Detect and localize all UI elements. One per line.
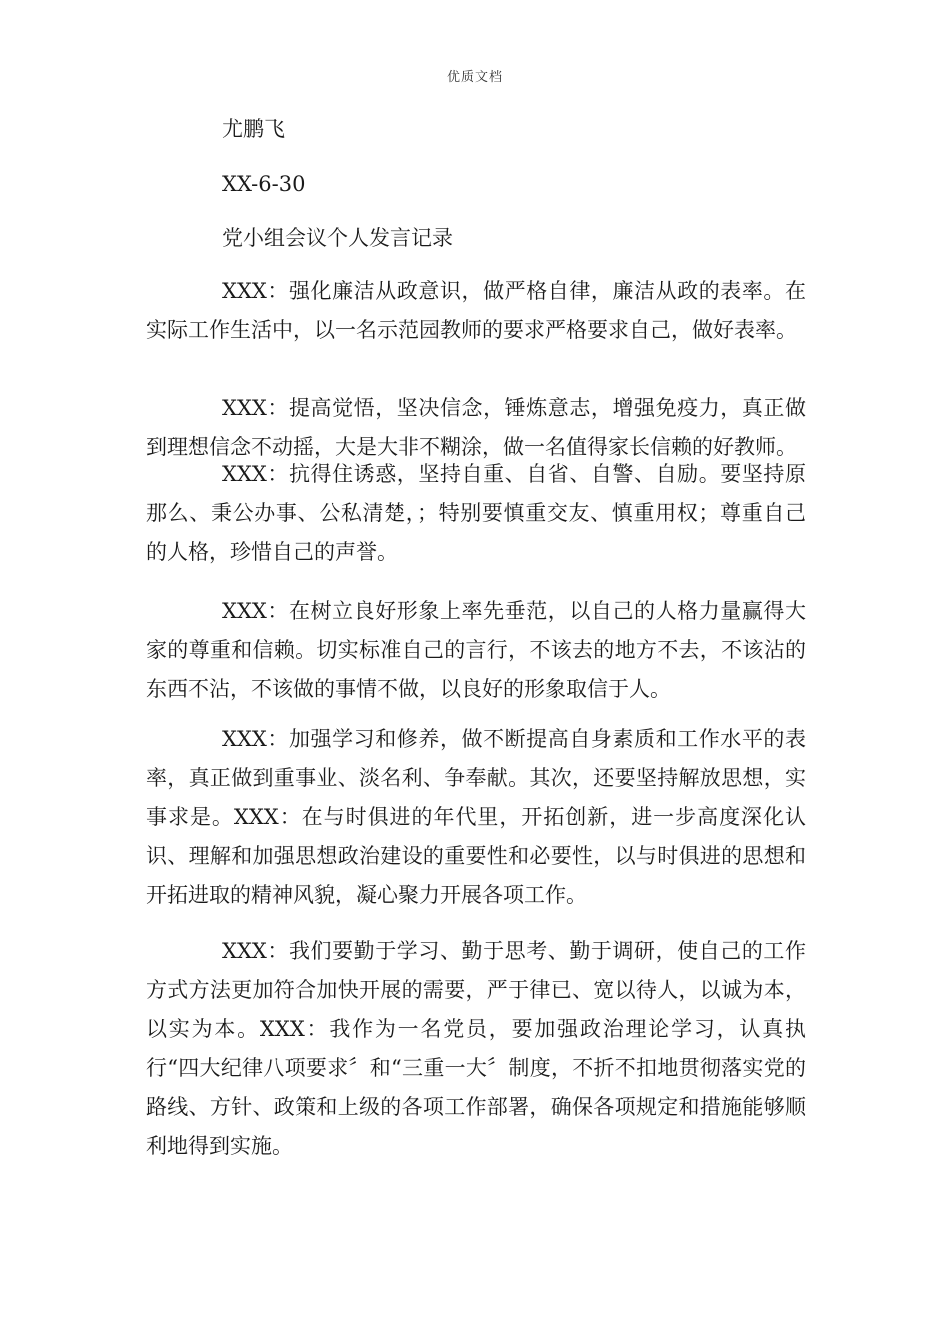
- paragraph-2: XXX：提高觉悟，坚决信念，锤炼意志，增强免疫力，真正做到理想信念不动摇，大是大非不糊涂，做一名值得家长信赖的好教师。: [146, 396, 806, 459]
- paragraph-3: XXX：抗得住诱惑，坚持自重、自省、自警、自励。要坚持原那么、秉公办事、公私清楚，；特别要慎重交友、慎重用权；尊重自己的人格，珍惜自己的声誉。: [146, 462, 806, 564]
- paragraph-1: XXX：强化廉洁从政意识，做严格自律，廉洁从政的表率。在实际工作生活中，以一名示范园教师的要求严格要求自己，做好表率。: [146, 279, 806, 342]
- page-header: 优质文档: [446, 70, 503, 85]
- paragraph-5: XXX：加强学习和修养，做不断提高自身素质和工作水平的表率，真正做到重事业、淡名利、争奉献。其次，还要坚持解放思想，实事求是。XXX：在与时俱进的年代里，开拓创新，进一步高度深化认识、理解和加强思想政治建设的重要性和必要性，以与时俱进的思想和开拓进取的精神风貌，凝心聚力开展各项工作。: [146, 727, 806, 907]
- document-title: 党小组会议个人发言记录: [222, 226, 453, 250]
- paragraph-4: XXX：在树立良好形象上率先垂范，以自己的人格力量赢得大家的尊重和信赖。切实标准自己的言行，不该去的地方不去，不该沾的东西不沾，不该做的事情不做，以良好的形象取信于人。: [146, 599, 806, 701]
- document-date: XX-6-30: [222, 172, 306, 196]
- author-name: 尤鹏飞: [222, 117, 285, 141]
- paragraph-6: XXX：我们要勤于学习、勤于思考、勤于调研，使自己的工作方式方法更加符合加快开展的需要，严于律已、宽以待人，以诚为本，以实为本。XXX：我作为一名党员，要加强政治理论学习，认真执行“四大纪律八项要求〞和“三重一大〞制度，不折不扣地贯彻落实党的路线、方针、政策和上级的各项工作部署，确保各项规定和措施能够顺利地得到实施。: [146, 939, 806, 1158]
